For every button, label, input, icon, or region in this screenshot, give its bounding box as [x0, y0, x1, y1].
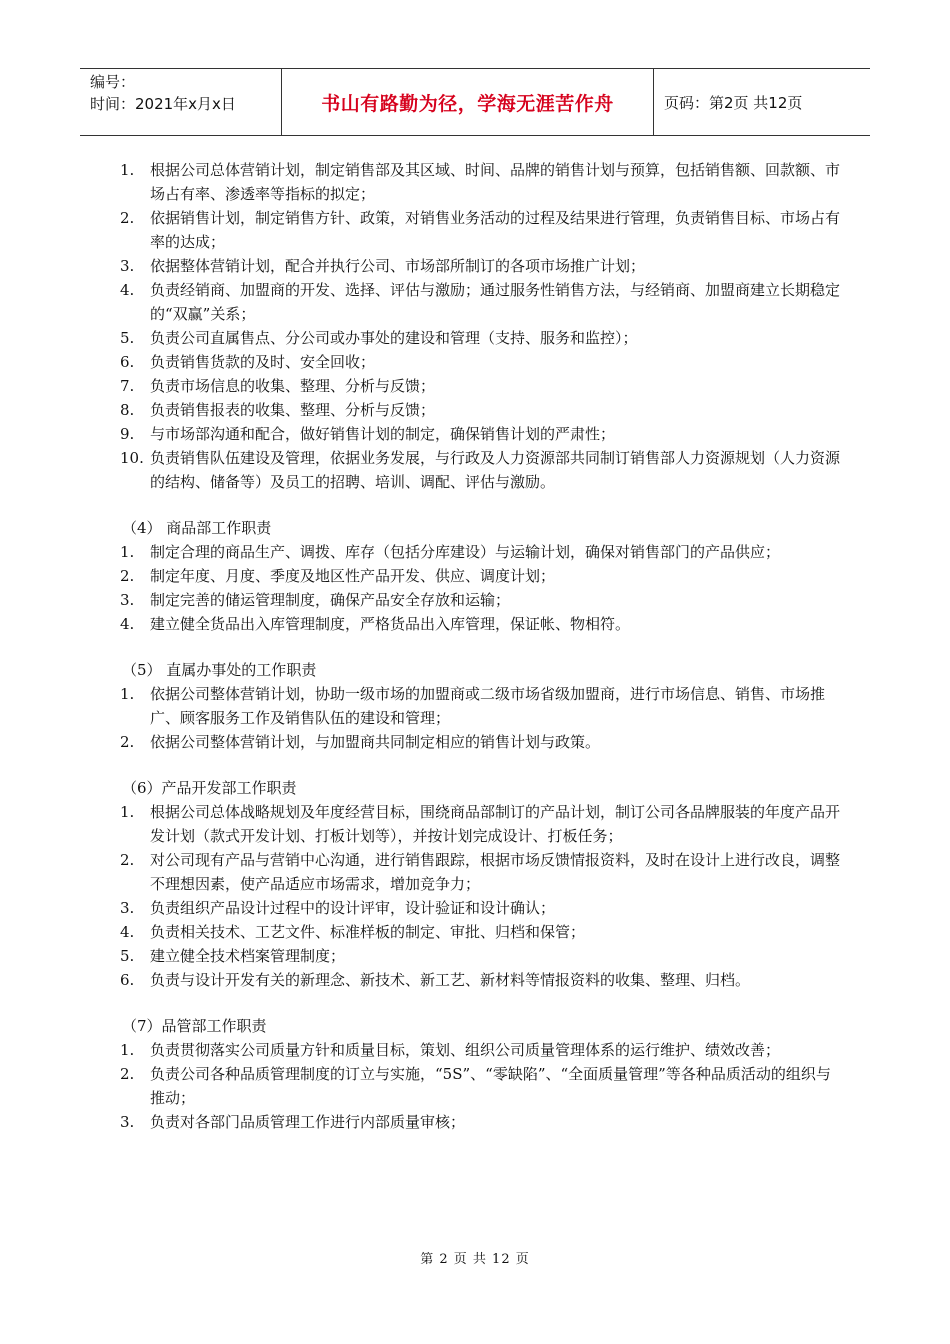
list-item — [112, 968, 842, 992]
list-item-text: 负责销售队伍建设及管理，依据业务发展，与行政及人力资源部共同制订销售部人力资源规划（人力资源的结构、储备等）及员工的招聘、培训、调配、评估与激励。 — [150, 449, 841, 491]
list-item — [112, 398, 842, 422]
list-item — [112, 206, 842, 254]
list-item-text: 负责公司直属售点、分公司或办事处的建设和管理（支持、服务和监控）； — [150, 329, 638, 347]
list-item-text: 建立健全货品出入库管理制度，严格货品出入库管理，保证帐、物相符。 — [150, 615, 631, 633]
list-item-text: 建立健全技术档案管理制度； — [150, 947, 346, 965]
list-item-number: 1. — [120, 161, 135, 179]
list-item — [112, 540, 842, 564]
list-item-number: 1. — [120, 803, 135, 821]
list-item — [112, 350, 842, 374]
list-item-number: 4. — [120, 281, 135, 299]
list-item-number: 3. — [120, 1113, 135, 1131]
page-footer: 第 2 页 共 12 页 — [420, 1252, 530, 1267]
duty-list — [112, 158, 842, 494]
list-item-text: 负责销售报表的收集、整理、分析与反馈； — [150, 401, 436, 419]
list-item-number: 2. — [120, 209, 135, 227]
list-item-text: 负责贯彻落实公司质量方针和质量目标，策划、组织公司质量管理体系的运行维护、绩效改善； — [150, 1041, 781, 1059]
duty-list — [112, 540, 842, 636]
section-title: （6）产品开发部工作职责 — [122, 779, 297, 797]
list-item-text: 负责市场信息的收集、整理、分析与反馈； — [150, 377, 436, 395]
list-item — [112, 848, 842, 896]
duty-list — [112, 800, 842, 992]
list-item-text: 负责对各部门品质管理工作进行内部质量审核； — [150, 1113, 466, 1131]
list-item — [112, 920, 842, 944]
list-item-number: 4. — [120, 615, 135, 633]
list-item — [112, 682, 842, 730]
list-item-number: 10. — [120, 449, 144, 467]
section-title: （7）品管部工作职责 — [122, 1017, 267, 1035]
list-item-text: 制定年度、月度、季度及地区性产品开发、供应、调度计划； — [150, 567, 556, 585]
list-item-number: 1. — [120, 1041, 135, 1059]
list-item-number: 2. — [120, 733, 135, 751]
list-item-number: 5. — [120, 329, 135, 347]
list-item — [112, 612, 842, 636]
header-page-number: 页码：第2页 共12页 — [664, 93, 803, 112]
list-item — [112, 1110, 842, 1134]
list-item — [112, 944, 842, 968]
list-item — [112, 326, 842, 350]
list-item-number: 6. — [120, 971, 135, 989]
list-item-text: 负责经销商、加盟商的开发、选择、评估与激励；通过服务性销售方法，与经销商、加盟商建立长期稳定的“双赢”关系； — [150, 281, 841, 323]
list-item-number: 7. — [120, 377, 135, 395]
duty-list — [112, 1038, 842, 1134]
list-item-number: 3. — [120, 899, 135, 917]
list-item-number: 1. — [120, 543, 135, 561]
list-item-text: 依据公司整体营销计划，协助一级市场的加盟商或二级市场省级加盟商，进行市场信息、销售、市场推广、顾客服务工作及销售队伍的建设和管理； — [150, 685, 826, 727]
section-title: （4） 商品部工作职责 — [122, 519, 272, 537]
list-item — [112, 374, 842, 398]
list-item — [112, 730, 842, 754]
list-item — [112, 254, 842, 278]
list-item-text: 负责与设计开发有关的新理念、新技术、新工艺、新材料等情报资料的收集、整理、归档。 — [150, 971, 751, 989]
list-item-text: 依据整体营销计划，配合并执行公司、市场部所制订的各项市场推广计划； — [150, 257, 646, 275]
list-item-number: 1. — [120, 685, 135, 703]
section-title: （5） 直属办事处的工作职责 — [122, 661, 317, 679]
list-item — [112, 446, 842, 494]
list-item — [112, 1062, 842, 1110]
list-item-text: 负责组织产品设计过程中的设计评审，设计验证和设计确认； — [150, 899, 556, 917]
list-item-text: 根据公司总体营销计划，制定销售部及其区域、时间、品牌的销售计划与预算，包括销售额、回款额、市场占有率、渗透率等指标的拟定； — [150, 161, 841, 203]
header-meta — [80, 69, 282, 135]
page-header — [80, 68, 870, 136]
document-time-label: 时间：2021年x月x日 — [90, 95, 236, 113]
list-item — [112, 896, 842, 920]
list-item-number: 3. — [120, 257, 135, 275]
duty-list — [112, 682, 842, 754]
list-item-number: 5. — [120, 947, 135, 965]
list-item-number: 2. — [120, 851, 135, 869]
list-item-text: 依据公司整体营销计划，与加盟商共同制定相应的销售计划与政策。 — [150, 733, 601, 751]
list-item — [112, 800, 842, 848]
document-number-label: 编号： — [90, 73, 136, 91]
list-item-number: 9. — [120, 425, 135, 443]
list-item-number: 8. — [120, 401, 135, 419]
list-item — [112, 158, 842, 206]
list-item-text: 与市场部沟通和配合，做好销售计划的制定，确保销售计划的严肃性； — [150, 425, 616, 443]
list-item-text: 制定合理的商品生产、调拨、库存（包括分库建设）与运输计划，确保对销售部门的产品供应； — [150, 543, 781, 561]
header-motto: 书山有路勤为径，学海无涯苦作舟 — [282, 69, 654, 135]
list-item — [112, 588, 842, 612]
list-item — [112, 1038, 842, 1062]
list-item-text: 根据公司总体战略规划及年度经营目标，围绕商品部制订的产品计划，制订公司各品牌服装的年度产品开发计划（款式开发计划、打板计划等），并按计划完成设计、打板任务； — [150, 803, 841, 845]
list-item — [112, 278, 842, 326]
list-item-number: 2. — [120, 1065, 135, 1083]
list-item-number: 2. — [120, 567, 135, 585]
list-item-text: 依据销售计划，制定销售方针、政策，对销售业务活动的过程及结果进行管理，负责销售目标、市场占有率的达成； — [150, 209, 841, 251]
document-body — [112, 158, 842, 1134]
list-item-number: 6. — [120, 353, 135, 371]
list-item-number: 4. — [120, 923, 135, 941]
list-item-number: 3. — [120, 591, 135, 609]
list-item — [112, 564, 842, 588]
list-item-text: 负责销售货款的及时、安全回收； — [150, 353, 376, 371]
list-item-text: 负责公司各种品质管理制度的订立与实施，“5S”、“零缺陷”、“全面质量管理”等各种品质活动的组织与推动； — [150, 1065, 831, 1107]
list-item-text: 制定完善的储运管理制度，确保产品安全存放和运输； — [150, 591, 511, 609]
list-item-text: 负责相关技术、工艺文件、标准样板的制定、审批、归档和保管； — [150, 923, 586, 941]
list-item — [112, 422, 842, 446]
list-item-text: 对公司现有产品与营销中心沟通，进行销售跟踪，根据市场反馈情报资料，及时在设计上进行改良，调整不理想因素，使产品适应市场需求，增加竞争力； — [150, 851, 841, 893]
